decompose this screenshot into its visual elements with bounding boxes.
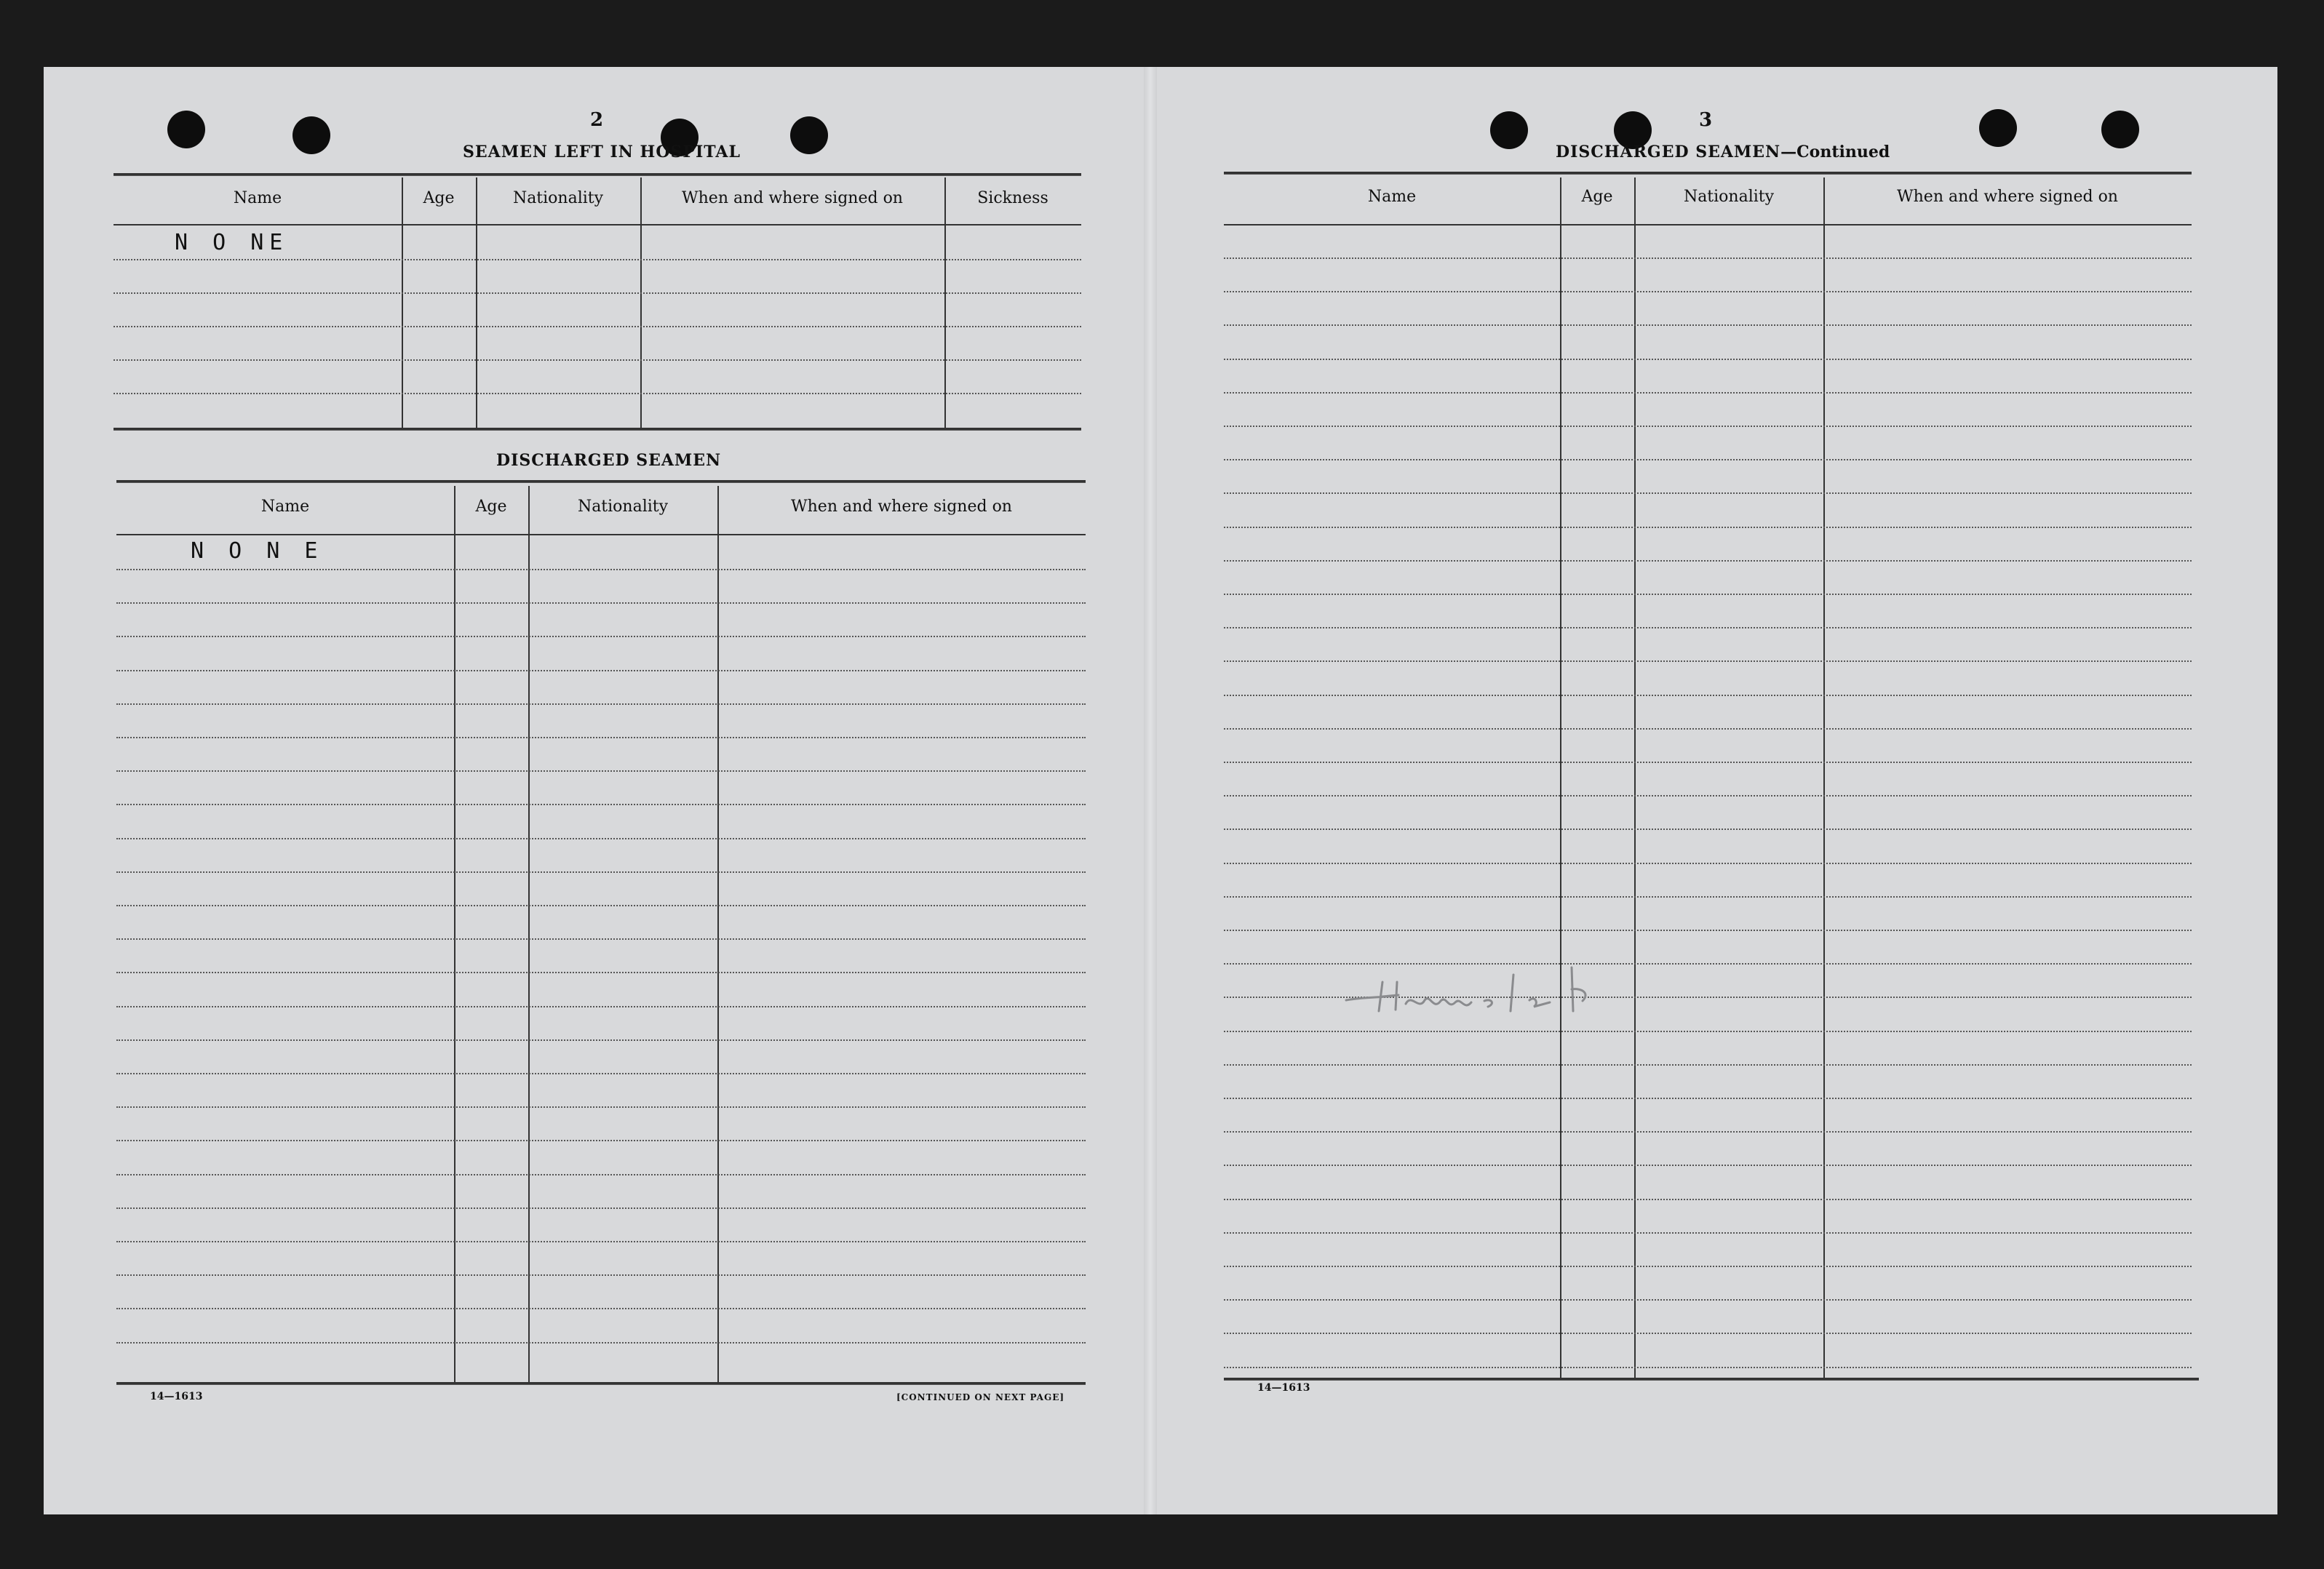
row-rule (1224, 492, 2192, 494)
form-number: 14—1613 (150, 1391, 203, 1402)
punch-hole (1979, 109, 2017, 147)
row-rule (1224, 324, 2192, 326)
header-rule (1224, 224, 2192, 225)
row-rule (1224, 660, 2192, 662)
row-rule (116, 938, 1086, 940)
row-rule (116, 636, 1086, 637)
row-rule (116, 670, 1086, 671)
row-rule (1224, 1064, 2192, 1066)
row-rule (1224, 728, 2192, 730)
column-divider (402, 177, 403, 429)
column-header-name: Name (1367, 188, 1417, 206)
row-rule (1224, 863, 2192, 864)
row-rule (1224, 426, 2192, 427)
column-divider (476, 177, 477, 429)
row-rule (116, 1174, 1086, 1175)
row-rule (1224, 459, 2192, 460)
row-rule (1224, 762, 2192, 763)
table-top-rule (114, 173, 1081, 176)
page-number: 3 (1698, 109, 1713, 131)
column-divider (640, 177, 642, 429)
column-divider (944, 177, 946, 429)
hospital-section-title: SEAMEN LEFT IN HOSPITAL (463, 143, 741, 161)
table-cell-name: N O N E (191, 538, 324, 564)
row-rule (116, 1073, 1086, 1074)
faint-signature (1339, 931, 1630, 1040)
column-divider (454, 486, 455, 1384)
punch-hole (167, 111, 205, 148)
row-rule (1224, 392, 2192, 394)
title-suffix: —Continued (1780, 143, 1890, 161)
row-rule (1224, 896, 2192, 898)
row-rule (116, 1342, 1086, 1344)
document-sheet (44, 67, 2277, 1514)
column-header-name: Name (233, 189, 282, 207)
row-rule (1224, 560, 2192, 562)
row-rule (1224, 1098, 2192, 1099)
row-rule (116, 1106, 1086, 1108)
row-rule (116, 838, 1086, 839)
column-header-age: Age (423, 189, 455, 207)
row-rule (1224, 359, 2192, 360)
column-header-age: Age (1581, 188, 1613, 206)
row-rule (116, 602, 1086, 604)
row-rule (1224, 291, 2192, 292)
row-rule (116, 569, 1086, 570)
punch-hole (2101, 111, 2139, 148)
punch-hole (293, 116, 330, 154)
continued-note: [CONTINUED ON NEXT PAGE] (896, 1392, 1065, 1402)
row-rule (1224, 594, 2192, 595)
row-rule (1224, 1266, 2192, 1267)
discharged-section-title: DISCHARGED SEAMEN (496, 451, 722, 470)
column-header-name: Name (260, 498, 310, 516)
row-rule (1224, 1299, 2192, 1301)
row-rule (116, 1308, 1086, 1309)
discharged-continued-title (1556, 143, 1890, 161)
row-rule (116, 1140, 1086, 1141)
row-rule (1224, 695, 2192, 696)
row-rule (1224, 795, 2192, 797)
row-rule (1224, 627, 2192, 628)
punch-hole (790, 116, 828, 154)
title-main: DISCHARGED SEAMEN (1556, 143, 1781, 161)
row-rule (116, 972, 1086, 973)
page-fold (1144, 67, 1157, 1514)
table-bottom-rule (114, 428, 1081, 431)
row-rule (1224, 1199, 2192, 1200)
column-divider (717, 486, 719, 1384)
column-header-age: Age (475, 498, 507, 516)
row-rule (116, 1006, 1086, 1007)
row-rule (114, 326, 1081, 327)
row-rule (114, 359, 1081, 361)
row-rule (114, 393, 1081, 394)
column-header-nationality: Nationality (1683, 188, 1775, 206)
row-rule (116, 1241, 1086, 1242)
row-rule (1224, 1367, 2192, 1368)
row-rule (114, 259, 1081, 260)
row-rule (1224, 1131, 2192, 1133)
row-rule (114, 292, 1081, 294)
row-rule (116, 804, 1086, 805)
punch-hole (1490, 111, 1528, 149)
row-rule (116, 871, 1086, 873)
row-rule (1224, 1232, 2192, 1234)
header-rule (116, 534, 1086, 535)
row-rule (116, 770, 1086, 772)
row-rule (1224, 527, 2192, 528)
column-divider (528, 486, 530, 1384)
table-cell-name: N O NE (175, 230, 289, 255)
column-header-when-where: When and where signed on (1897, 188, 2118, 206)
row-rule (1224, 1165, 2192, 1166)
table-bottom-rule (116, 1382, 1086, 1385)
form-number: 14—1613 (1257, 1382, 1310, 1394)
row-rule (116, 1039, 1086, 1041)
header-rule (114, 224, 1081, 225)
table-bottom-rule (1224, 1378, 2199, 1381)
table-top-rule (116, 480, 1086, 483)
row-rule (116, 737, 1086, 738)
row-rule (116, 703, 1086, 705)
column-header-sickness: Sickness (977, 189, 1048, 207)
row-rule (116, 1274, 1086, 1276)
row-rule (1224, 1333, 2192, 1334)
row-rule (116, 905, 1086, 906)
column-header-nationality: Nationality (577, 498, 669, 516)
page-number: 2 (589, 109, 604, 131)
row-rule (1224, 829, 2192, 830)
table-top-rule (1224, 172, 2192, 175)
column-header-when-where: When and where signed on (791, 498, 1012, 516)
row-rule (1224, 257, 2192, 259)
column-header-when-where: When and where signed on (682, 189, 903, 207)
column-header-nationality: Nationality (512, 189, 604, 207)
row-rule (116, 1207, 1086, 1209)
